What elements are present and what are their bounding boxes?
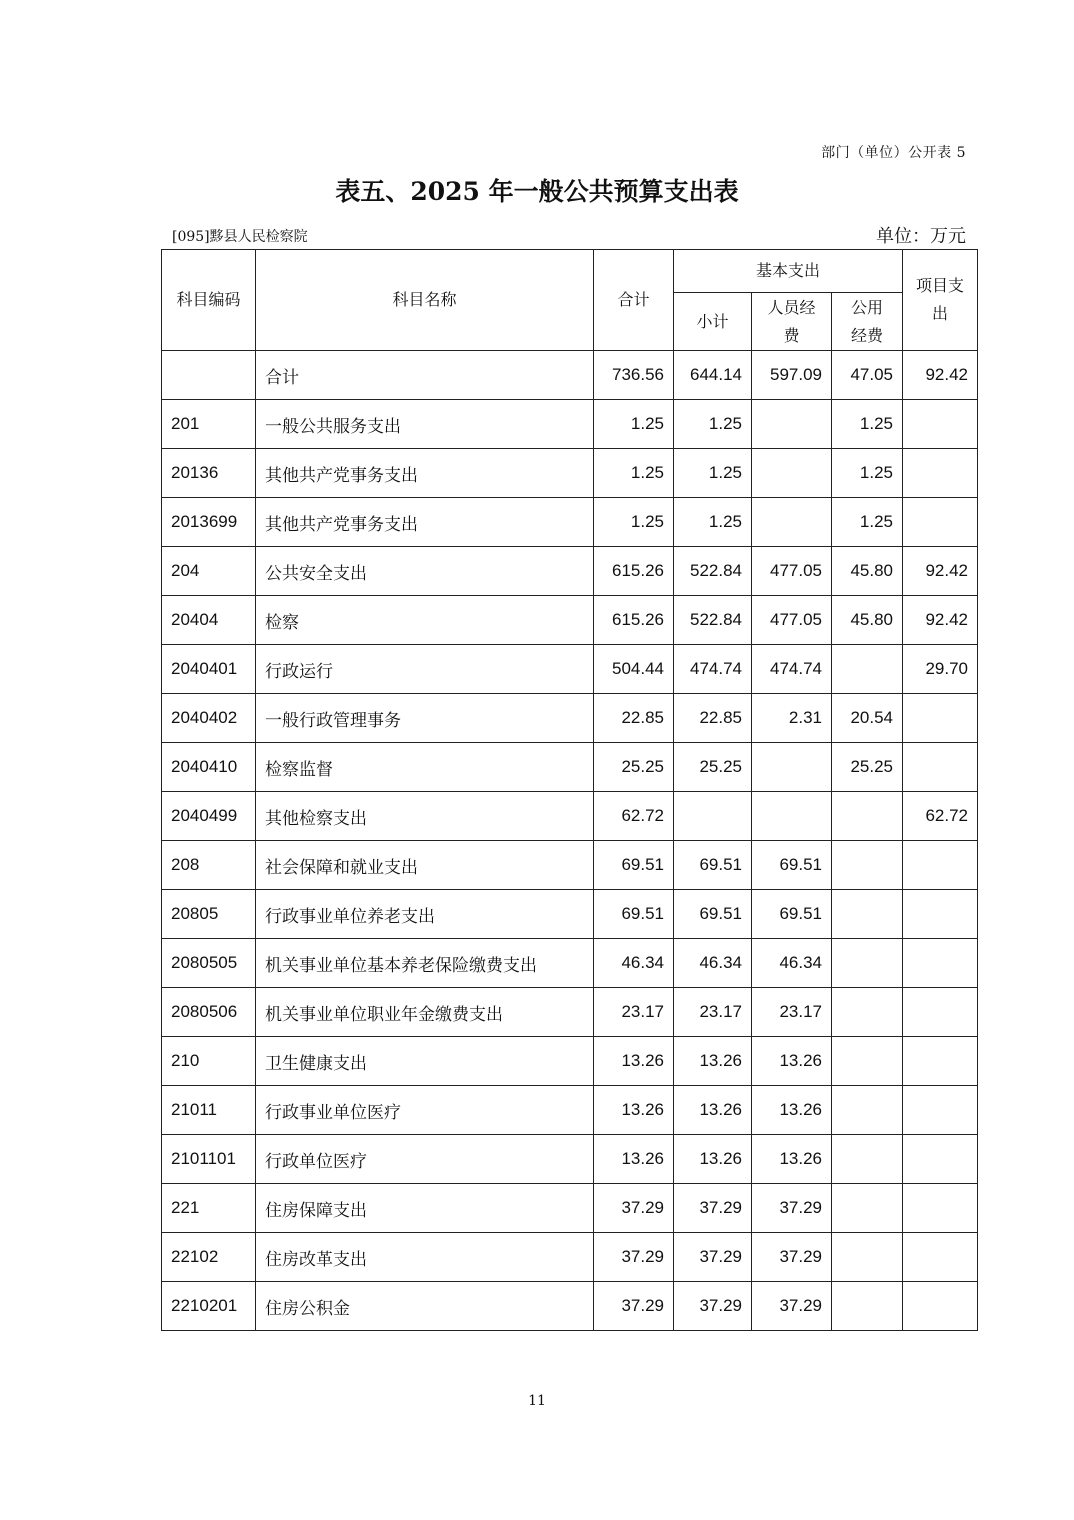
table-row [162, 645, 978, 694]
cell-total: 69.51 [594, 841, 674, 890]
cell-project [903, 694, 978, 743]
cell-total: 1.25 [594, 400, 674, 449]
cell-subtotal: 37.29 [674, 1282, 752, 1331]
cell-name: 检察 [256, 596, 594, 645]
cell-total: 615.26 [594, 547, 674, 596]
table-row [162, 1233, 978, 1282]
cell-personnel [752, 400, 832, 449]
table-row [162, 1037, 978, 1086]
cell-total: 1.25 [594, 449, 674, 498]
cell-code: 221 [162, 1184, 256, 1233]
cell-subtotal: 522.84 [674, 596, 752, 645]
cell-project: 62.72 [903, 792, 978, 841]
cell-public: 25.25 [832, 743, 903, 792]
cell-code: 2040410 [162, 743, 256, 792]
cell-subtotal: 1.25 [674, 498, 752, 547]
cell-total: 37.29 [594, 1233, 674, 1282]
cell-subtotal: 23.17 [674, 988, 752, 1037]
cell-subtotal: 474.74 [674, 645, 752, 694]
cell-project [903, 841, 978, 890]
cell-public [832, 1037, 903, 1086]
cell-code: 2040401 [162, 645, 256, 694]
cell-personnel: 2.31 [752, 694, 832, 743]
cell-code: 2080506 [162, 988, 256, 1037]
cell-name: 公共安全支出 [256, 547, 594, 596]
table-row [162, 351, 978, 400]
cell-code: 22102 [162, 1233, 256, 1282]
table-row [162, 743, 978, 792]
cell-project: 92.42 [903, 596, 978, 645]
cell-total: 13.26 [594, 1086, 674, 1135]
cell-public [832, 1282, 903, 1331]
cell-public: 45.80 [832, 596, 903, 645]
header-basic: 基本支出 [674, 250, 903, 293]
table-row [162, 694, 978, 743]
cell-total: 23.17 [594, 988, 674, 1037]
cell-public [832, 988, 903, 1037]
cell-project [903, 1184, 978, 1233]
cell-public: 45.80 [832, 547, 903, 596]
cell-code: 20404 [162, 596, 256, 645]
cell-subtotal: 22.85 [674, 694, 752, 743]
table-row [162, 1135, 978, 1184]
cell-name: 社会保障和就业支出 [256, 841, 594, 890]
header-name: 科目名称 [256, 250, 594, 351]
cell-subtotal: 13.26 [674, 1086, 752, 1135]
cell-personnel: 37.29 [752, 1233, 832, 1282]
cell-public [832, 1086, 903, 1135]
page-title: 表五、2025 年一般公共预算支出表 [335, 177, 739, 206]
cell-public: 1.25 [832, 400, 903, 449]
cell-personnel: 13.26 [752, 1135, 832, 1184]
page-number: 11 [528, 1393, 546, 1409]
cell-subtotal: 13.26 [674, 1037, 752, 1086]
budget-table [161, 249, 978, 1331]
header-subtotal: 小计 [674, 293, 752, 351]
cell-public [832, 792, 903, 841]
cell-name: 卫生健康支出 [256, 1037, 594, 1086]
cell-public: 47.05 [832, 351, 903, 400]
cell-subtotal: 13.26 [674, 1135, 752, 1184]
table-row [162, 400, 978, 449]
cell-name: 其他共产党事务支出 [256, 498, 594, 547]
cell-total: 1.25 [594, 498, 674, 547]
cell-total: 25.25 [594, 743, 674, 792]
cell-personnel: 597.09 [752, 351, 832, 400]
cell-project: 29.70 [903, 645, 978, 694]
cell-project [903, 1037, 978, 1086]
cell-name: 机关事业单位职业年金缴费支出 [256, 988, 594, 1037]
organization-name: [095]黟县人民检察院 [172, 229, 308, 245]
table-row [162, 1184, 978, 1233]
cell-code: 2080505 [162, 939, 256, 988]
cell-code: 204 [162, 547, 256, 596]
cell-public [832, 890, 903, 939]
unit-label: 单位：万元 [876, 226, 966, 247]
cell-personnel: 477.05 [752, 547, 832, 596]
table-row [162, 792, 978, 841]
cell-personnel: 37.29 [752, 1184, 832, 1233]
cell-code: 20136 [162, 449, 256, 498]
cell-name: 其他共产党事务支出 [256, 449, 594, 498]
cell-public [832, 1184, 903, 1233]
table-row [162, 1282, 978, 1331]
cell-project [903, 988, 978, 1037]
cell-project: 92.42 [903, 351, 978, 400]
cell-code: 2040499 [162, 792, 256, 841]
cell-personnel [752, 498, 832, 547]
cell-name: 行政事业单位养老支出 [256, 890, 594, 939]
cell-subtotal: 46.34 [674, 939, 752, 988]
cell-personnel: 23.17 [752, 988, 832, 1037]
cell-code: 201 [162, 400, 256, 449]
cell-code [162, 351, 256, 400]
table-row [162, 547, 978, 596]
cell-project [903, 890, 978, 939]
header-code: 科目编码 [162, 250, 256, 351]
cell-name: 合计 [256, 351, 594, 400]
table-row [162, 939, 978, 988]
cell-project [903, 498, 978, 547]
cell-name: 行政运行 [256, 645, 594, 694]
cell-subtotal: 69.51 [674, 841, 752, 890]
header-total: 合计 [594, 250, 674, 351]
cell-name: 住房公积金 [256, 1282, 594, 1331]
cell-total: 22.85 [594, 694, 674, 743]
cell-project [903, 449, 978, 498]
cell-total: 46.34 [594, 939, 674, 988]
table-row [162, 449, 978, 498]
cell-subtotal: 37.29 [674, 1233, 752, 1282]
table-row [162, 890, 978, 939]
cell-code: 21011 [162, 1086, 256, 1135]
cell-total: 37.29 [594, 1282, 674, 1331]
cell-personnel: 13.26 [752, 1037, 832, 1086]
cell-total: 615.26 [594, 596, 674, 645]
cell-public: 20.54 [832, 694, 903, 743]
cell-name: 行政单位医疗 [256, 1135, 594, 1184]
table-row [162, 1086, 978, 1135]
cell-name: 住房保障支出 [256, 1184, 594, 1233]
header-personnel: 人员经费 [752, 293, 832, 351]
cell-name: 住房改革支出 [256, 1233, 594, 1282]
cell-code: 2210201 [162, 1282, 256, 1331]
cell-name: 其他检察支出 [256, 792, 594, 841]
cell-public [832, 841, 903, 890]
table-row [162, 596, 978, 645]
cell-name: 行政事业单位医疗 [256, 1086, 594, 1135]
cell-project: 92.42 [903, 547, 978, 596]
cell-personnel: 477.05 [752, 596, 832, 645]
cell-project [903, 939, 978, 988]
cell-personnel [752, 743, 832, 792]
cell-public: 1.25 [832, 449, 903, 498]
cell-code: 208 [162, 841, 256, 890]
cell-total: 62.72 [594, 792, 674, 841]
cell-subtotal: 25.25 [674, 743, 752, 792]
cell-subtotal: 644.14 [674, 351, 752, 400]
cell-project [903, 400, 978, 449]
header-public: 公用经费 [832, 293, 903, 351]
cell-subtotal: 69.51 [674, 890, 752, 939]
cell-name: 一般行政管理事务 [256, 694, 594, 743]
cell-project [903, 743, 978, 792]
cell-project [903, 1233, 978, 1282]
cell-code: 20805 [162, 890, 256, 939]
cell-project [903, 1282, 978, 1331]
cell-total: 13.26 [594, 1037, 674, 1086]
cell-name: 一般公共服务支出 [256, 400, 594, 449]
cell-subtotal: 522.84 [674, 547, 752, 596]
cell-total: 13.26 [594, 1135, 674, 1184]
cell-public [832, 645, 903, 694]
cell-subtotal: 1.25 [674, 449, 752, 498]
cell-subtotal: 37.29 [674, 1184, 752, 1233]
cell-code: 210 [162, 1037, 256, 1086]
cell-public [832, 1233, 903, 1282]
cell-total: 37.29 [594, 1184, 674, 1233]
cell-code: 2040402 [162, 694, 256, 743]
cell-project [903, 1086, 978, 1135]
cell-subtotal [674, 792, 752, 841]
cell-name: 机关事业单位基本养老保险缴费支出 [256, 939, 594, 988]
cell-personnel [752, 449, 832, 498]
cell-personnel: 46.34 [752, 939, 832, 988]
table-row [162, 988, 978, 1037]
cell-personnel: 69.51 [752, 890, 832, 939]
cell-total: 736.56 [594, 351, 674, 400]
cell-public [832, 1135, 903, 1184]
cell-code: 2101101 [162, 1135, 256, 1184]
cell-code: 2013699 [162, 498, 256, 547]
cell-personnel [752, 792, 832, 841]
cell-name: 检察监督 [256, 743, 594, 792]
cell-personnel: 69.51 [752, 841, 832, 890]
cell-total: 69.51 [594, 890, 674, 939]
form-label: 部门（单位）公开表 5 [821, 145, 966, 161]
cell-personnel: 37.29 [752, 1282, 832, 1331]
cell-personnel: 474.74 [752, 645, 832, 694]
table-row [162, 498, 978, 547]
cell-public [832, 939, 903, 988]
cell-total: 504.44 [594, 645, 674, 694]
table-row [162, 841, 978, 890]
cell-personnel: 13.26 [752, 1086, 832, 1135]
cell-public: 1.25 [832, 498, 903, 547]
cell-project [903, 1135, 978, 1184]
cell-subtotal: 1.25 [674, 400, 752, 449]
header-project: 项目支出 [903, 250, 978, 351]
